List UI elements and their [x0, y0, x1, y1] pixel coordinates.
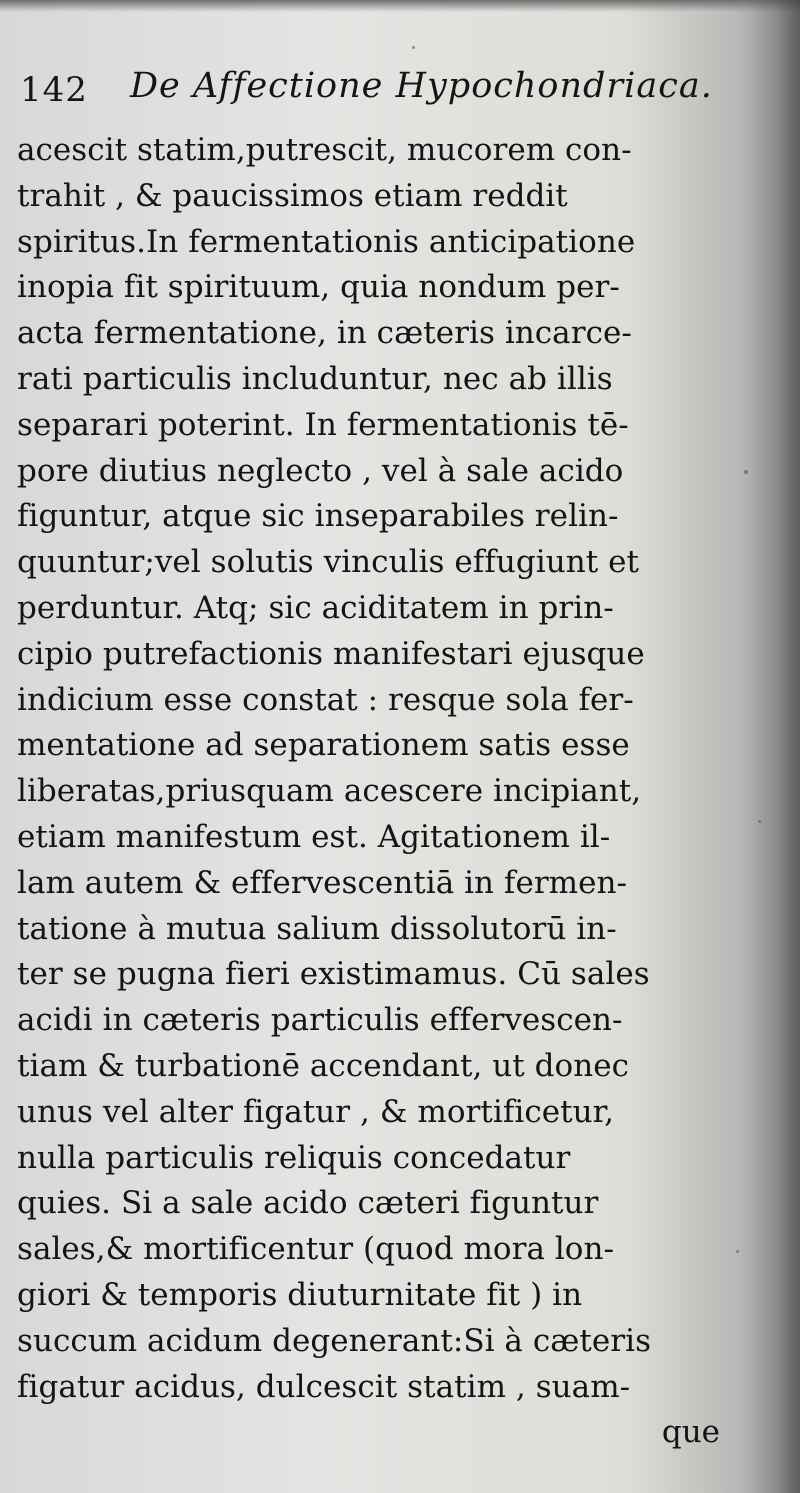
text-line: etiam manifestum est. Agitationem il- [17, 818, 611, 855]
catchword: que [661, 1414, 720, 1450]
paper-speck [412, 46, 415, 49]
text-line: succum acidum degenerant:Si à cæteris [17, 1322, 652, 1359]
text-line: giori & temporis diuturnitate fit ) in [17, 1276, 583, 1313]
text-line: spiritus.In fermentationis anticipatione [17, 223, 636, 260]
text-line: inopia fit spirituum, quia nondum per- [17, 269, 620, 306]
page-gutter-shadow [748, 0, 800, 1493]
text-line: acidi in cæteris particulis effervescen- [17, 1002, 623, 1039]
text-line: pore diutius neglecto , vel à sale acido [17, 452, 624, 489]
running-title: De Affectione Hypochondriaca. [130, 66, 713, 106]
text-line: indicium esse constat : resque sola fer- [17, 681, 634, 718]
text-line: tatione à mutua salium dissolutorū in- [17, 910, 617, 947]
text-line: unus vel alter figatur , & mortificetur, [17, 1093, 615, 1130]
text-line: liberatas,priusquam acescere incipiant, [17, 773, 642, 810]
text-line: quuntur;vel solutis vinculis effugiunt et [17, 544, 640, 581]
text-line: separari poterint. In fermentationis tē- [17, 406, 629, 443]
text-line: quies. Si a sale acido cæteri figuntur [17, 1185, 599, 1222]
text-line: ter se pugna fieri existimamus. Cū sales [17, 956, 650, 993]
text-line: acescit statim,putrescit, mucorem con- [17, 132, 632, 168]
text-line: trahit , & paucissimos etiam reddit [17, 177, 568, 214]
text-line: perduntur. Atq; sic aciditatem in prin- [17, 589, 614, 626]
body-text [17, 128, 717, 1410]
page-header [18, 62, 718, 122]
text-line: nulla particulis reliquis concedatur [17, 1139, 571, 1176]
text-line: lam autem & effervescentiā in fermen- [17, 864, 627, 901]
page-top-edge-shadow [0, 0, 800, 12]
paper-speck [744, 470, 748, 474]
text-line: sales,& mortificentur (quod mora lon- [17, 1231, 614, 1268]
text-line: cipio putrefactionis manifestari ejusque [17, 635, 645, 672]
paper-speck [736, 1250, 739, 1253]
text-line: mentatione ad separationem satis esse [17, 727, 630, 764]
page-number: 142 [20, 70, 88, 110]
text-line: figatur acidus, dulcescit statim , suam- [17, 1368, 631, 1405]
paper-speck [758, 820, 761, 823]
text-line: acta fermentatione, in cæteris incarce- [17, 315, 632, 352]
text-line: rati particulis includuntur, nec ab illis [17, 360, 613, 397]
text-line: figuntur, atque sic inseparabiles relin- [17, 498, 619, 535]
text-line: tiam & turbationē accendant, ut donec [17, 1047, 629, 1084]
